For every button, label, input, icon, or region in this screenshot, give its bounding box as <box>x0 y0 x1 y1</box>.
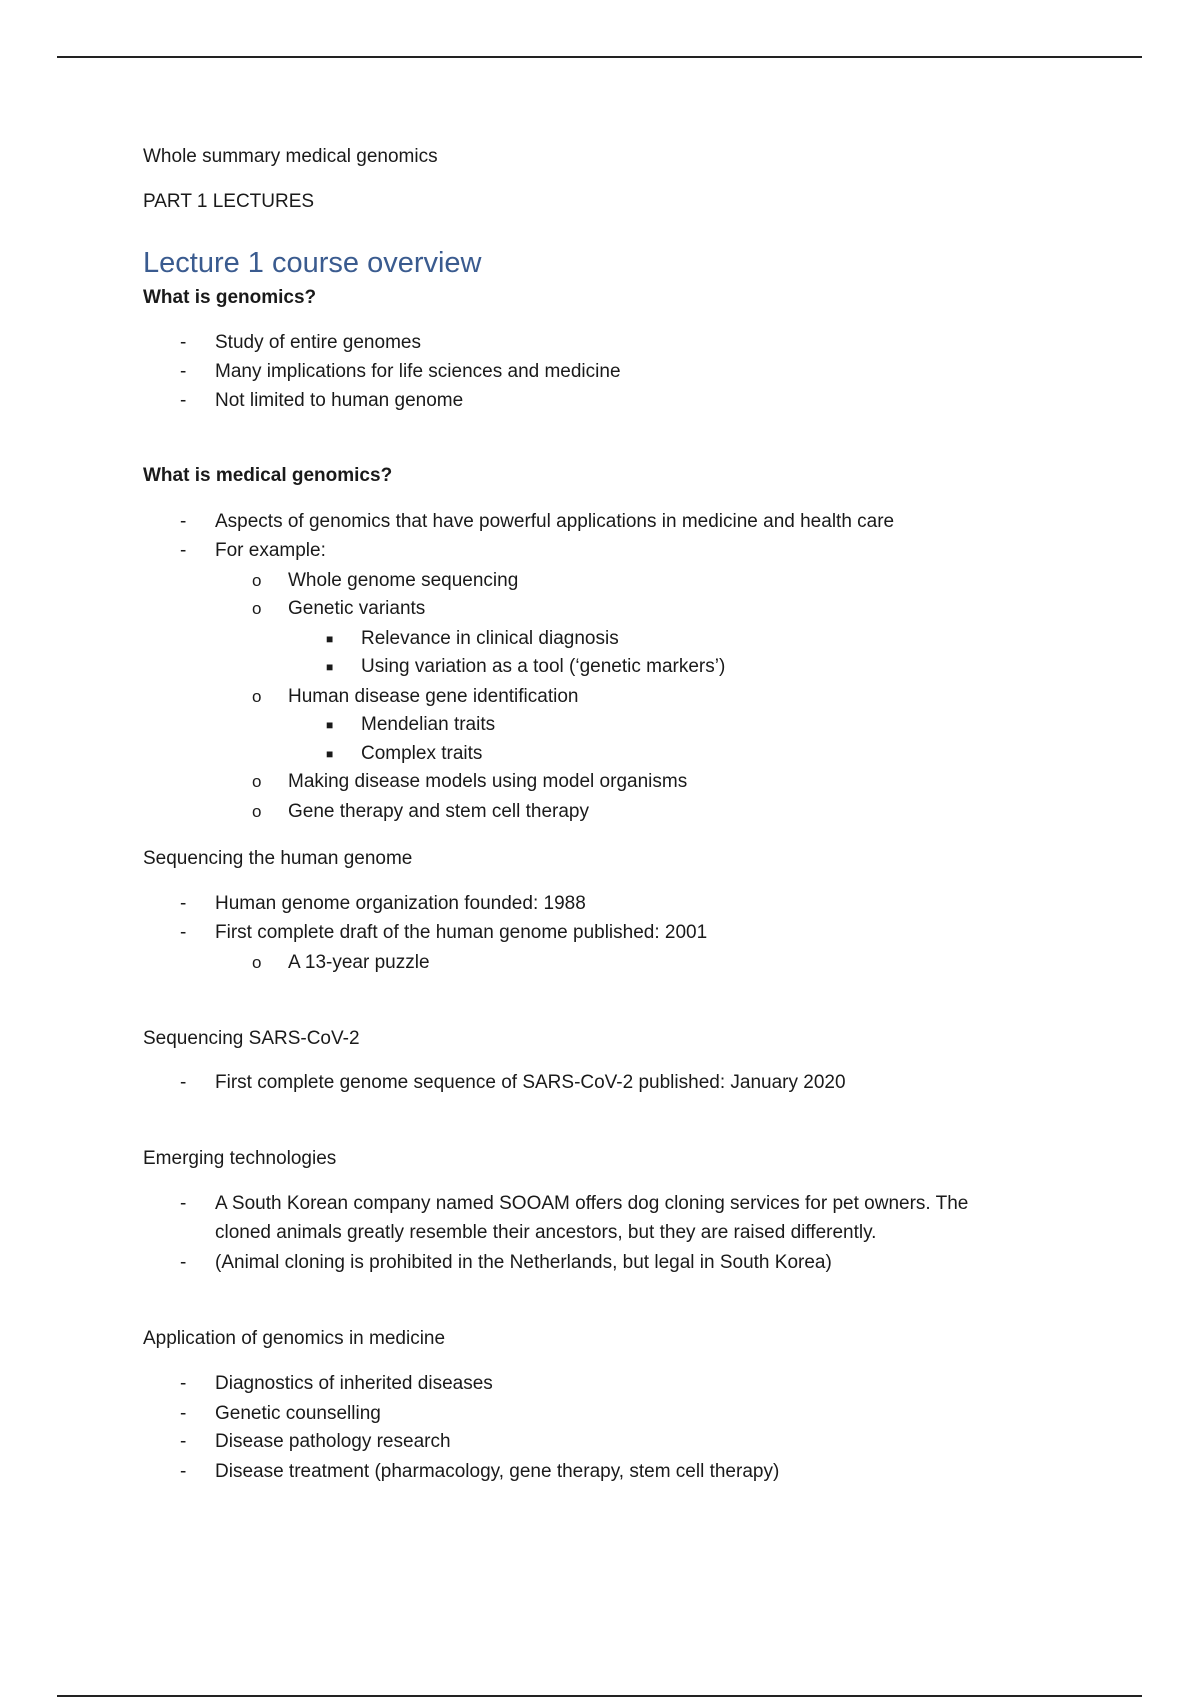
list-item: o A 13-year puzzle <box>288 949 430 978</box>
square-bullet-icon: ■ <box>326 747 334 761</box>
section-title-sequencing-sars-cov-2: Sequencing SARS-CoV-2 <box>143 1028 360 1049</box>
list-item: - Aspects of genomics that have powerful applications in medicine and health care <box>215 508 894 537</box>
dash-bullet-icon: - <box>180 390 187 411</box>
list-item: - A South Korean company named SOOAM offers dog cloning services for pet owners. The <box>215 1190 968 1219</box>
list-item: ■ Relevance in clinical diagnosis <box>361 625 619 654</box>
dash-bullet-icon: - <box>180 893 187 914</box>
page-bottom-rule <box>57 1695 1142 1697</box>
dash-bullet-icon: - <box>180 1072 187 1093</box>
document-title: Whole summary medical genomics <box>143 146 438 167</box>
circle-bullet-icon: o <box>252 802 262 821</box>
circle-bullet-icon: o <box>252 772 262 791</box>
page-top-rule <box>57 56 1142 58</box>
list-item: - Genetic counselling <box>215 1400 381 1429</box>
section-title-application-of-genomics: Application of genomics in medicine <box>143 1328 446 1349</box>
dash-bullet-icon: - <box>180 1252 187 1273</box>
square-bullet-icon: ■ <box>326 632 334 646</box>
dash-bullet-icon: - <box>180 540 187 561</box>
section-title-what-is-genomics: What is genomics? <box>143 287 317 308</box>
list-item: - For example: <box>215 537 326 566</box>
list-item: - Study of entire genomes <box>215 329 421 358</box>
list-item: o Genetic variants <box>288 595 425 624</box>
square-bullet-icon: ■ <box>326 718 334 732</box>
list-item: o Whole genome sequencing <box>288 567 518 596</box>
circle-bullet-icon: o <box>252 571 262 590</box>
section-title-sequencing-human-genome: Sequencing the human genome <box>143 848 413 869</box>
list-item: ■ Using variation as a tool (‘genetic markers’) <box>361 653 725 682</box>
dash-bullet-icon: - <box>180 511 187 532</box>
list-item: - First complete draft of the human genome published: 2001 <box>215 919 707 948</box>
list-item-continuation: cloned animals greatly resemble their ancestors, but they are raised differently. <box>215 1222 877 1243</box>
dash-bullet-icon: - <box>180 1431 187 1452</box>
section-title-what-is-medical-genomics: What is medical genomics? <box>143 465 393 486</box>
lecture-heading: Lecture 1 course overview <box>143 247 482 279</box>
list-item: o Human disease gene identification <box>288 683 578 712</box>
list-item: - Human genome organization founded: 1988 <box>215 890 586 919</box>
list-item: - (Animal cloning is prohibited in the Netherlands, but legal in South Korea) <box>215 1249 832 1278</box>
part-label: PART 1 LECTURES <box>143 191 315 212</box>
dash-bullet-icon: - <box>180 1403 187 1424</box>
circle-bullet-icon: o <box>252 687 262 706</box>
list-item: o Making disease models using model organisms <box>288 768 687 797</box>
list-item: - Not limited to human genome <box>215 387 463 416</box>
dash-bullet-icon: - <box>180 1193 187 1214</box>
dash-bullet-icon: - <box>180 332 187 353</box>
dash-bullet-icon: - <box>180 1461 187 1482</box>
square-bullet-icon: ■ <box>326 660 334 674</box>
list-item: - First complete genome sequence of SARS-CoV-2 published: January 2020 <box>215 1069 846 1098</box>
list-item: o Gene therapy and stem cell therapy <box>288 798 589 827</box>
list-item: ■ Mendelian traits <box>361 711 495 740</box>
list-item: - Many implications for life sciences and medicine <box>215 358 621 387</box>
list-item: - Diagnostics of inherited diseases <box>215 1370 493 1399</box>
list-item: - Disease pathology research <box>215 1428 451 1457</box>
circle-bullet-icon: o <box>252 599 262 618</box>
dash-bullet-icon: - <box>180 361 187 382</box>
list-item: ■ Complex traits <box>361 740 482 769</box>
section-title-emerging-technologies: Emerging technologies <box>143 1148 337 1169</box>
list-item: - Disease treatment (pharmacology, gene therapy, stem cell therapy) <box>215 1458 779 1487</box>
circle-bullet-icon: o <box>252 953 262 972</box>
dash-bullet-icon: - <box>180 922 187 943</box>
dash-bullet-icon: - <box>180 1373 187 1394</box>
